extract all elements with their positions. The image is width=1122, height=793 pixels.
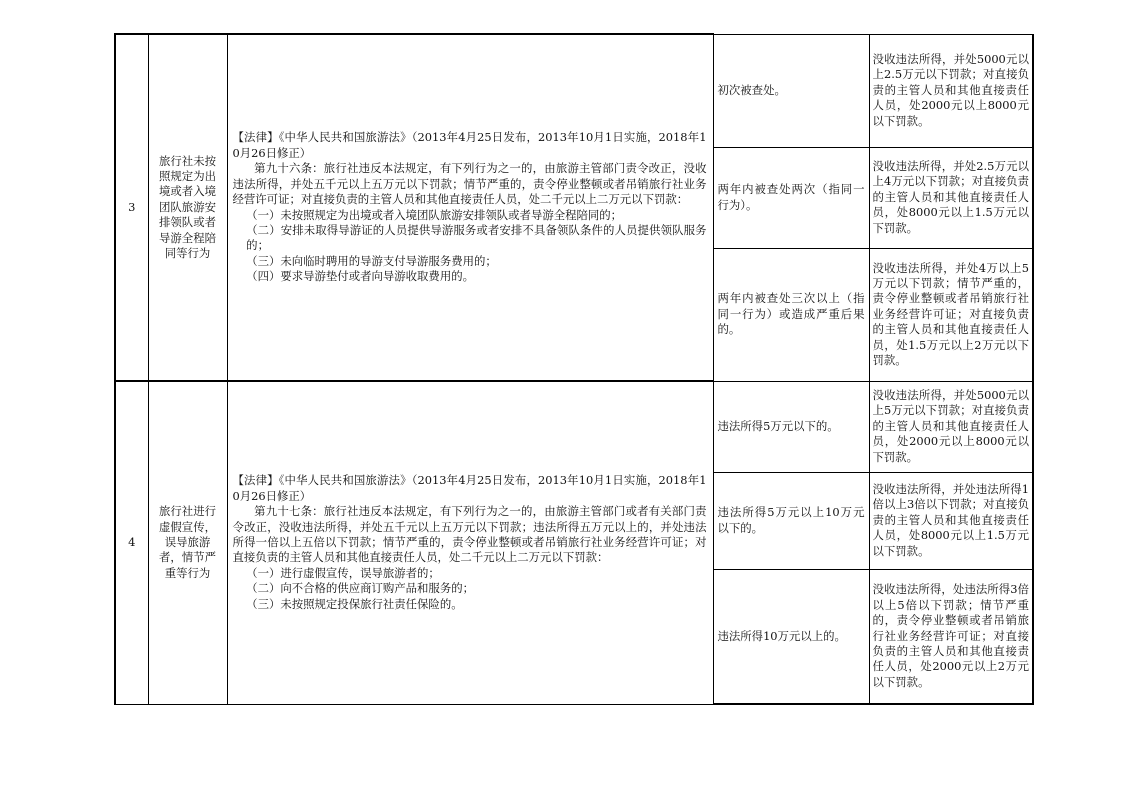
penalty-standard: 没收违法所得，并处5000元以上5万元以下罚款；对直接负责的主管人员和其他直接责任人员，处2000元以上8000元以下罚款。 bbox=[869, 381, 1033, 472]
law-citation: 【法律】《中华人民共和国旅游法》（2013年4月25日发布，2013年10月1日实施，2018年10月26日修正） bbox=[232, 130, 707, 160]
law-article: 第九十六条：旅行社违反本法规定，有下列行为之一的，由旅游主管部门责令改正，没收违法所得，并处五千元以上五万元以下罚款；情节严重的，责令停业整顿或者吊销旅行社业务经营许可证；对直接负责的主管人员和其他直接责任人员，处二千元以上二万元以下罚款： bbox=[232, 161, 707, 207]
violation-circumstance: 初次被查处。 bbox=[713, 34, 869, 147]
violation-description: 旅行社未按照规定为出境或者入境团队旅游安排领队或者导游全程陪同等行为 bbox=[148, 34, 227, 381]
penalty-standards-table bbox=[114, 33, 1034, 705]
law-item: （二）向不合格的供应商订购产品和服务的； bbox=[246, 581, 474, 596]
law-citation: 【法律】《中华人民共和国旅游法》（2013年4月25日发布，2013年10月1日实施，2018年10月26日修正） bbox=[232, 473, 707, 503]
violation-circumstance: 违法所得10万元以上的。 bbox=[713, 569, 869, 704]
law-item: （一）未按照规定为出境或者入境团队旅游安排领队或者导游全程陪同的； bbox=[246, 207, 623, 222]
violation-description: 旅行社进行虚假宣传，误导旅游者，情节严重等行为 bbox=[148, 381, 227, 704]
law-item: （三）未按照规定投保旅行社责任保险的。 bbox=[246, 596, 463, 611]
violation-circumstance: 违法所得5万元以下的。 bbox=[713, 381, 869, 472]
item-number: 4 bbox=[115, 381, 148, 704]
legal-basis bbox=[227, 381, 713, 704]
law-item: （三）未向临时聘用的导游支付导游服务费用的； bbox=[246, 253, 497, 268]
law-article: 第九十七条：旅行社违反本法规定，有下列行为之一的，由旅游主管部门或者有关部门责令改正，没收违法所得，并处五千元以上五万元以下罚款；违法所得五万元以上的，并处违法所得一倍以上五倍以下罚款；情节严重的，责令停业整顿或者吊销旅行社业务经营许可证；对直接负责的主管人员和其他直接责任人员，处二千元以上二万元以下罚款： bbox=[232, 504, 707, 565]
law-item: （四）要求导游垫付或者向导游收取费用的。 bbox=[246, 269, 474, 284]
violation-circumstance: 两年内被查处两次（指同一行为）。 bbox=[713, 147, 869, 248]
legal-basis bbox=[227, 34, 713, 381]
penalty-standard: 没收违法所得，处违法所得3倍以上5倍以下罚款；情节严重的，责令停业整顿或者吊销旅行社业务经营许可证；对直接负责的主管人员和其他直接责任人员，处2000元以上2万元以下罚款。 bbox=[869, 569, 1033, 704]
penalty-standard: 没收违法所得，并处违法所得1倍以上3倍以下罚款；对直接负责的主管人员和其他直接责任人员，处8000元以上1.5万元以下罚款。 bbox=[869, 472, 1033, 569]
law-item: （二）安排未取得导游证的人员提供导游服务或者安排不具备领队条件的人员提供领队服务的； bbox=[246, 222, 707, 253]
table-row bbox=[115, 34, 1033, 147]
penalty-standard: 没收违法所得，并处5000元以上2.5万元以下罚款；对直接负责的主管人员和其他直接责任人员，处2000元以上8000元以下罚款。 bbox=[869, 34, 1033, 147]
violation-circumstance: 违法所得5万元以上10万元以下的。 bbox=[713, 472, 869, 569]
violation-circumstance: 两年内被查处三次以上（指同一行为）或造成严重后果的。 bbox=[713, 248, 869, 381]
item-number: 3 bbox=[115, 34, 148, 381]
penalty-standard: 没收违法所得，并处4万以上5万元以下罚款；情节严重的，责令停业整顿或者吊销旅行社业务经营许可证；对直接负责的主管人员和其他直接责任人员，处1.5万元以上2万元以下罚款。 bbox=[869, 248, 1033, 381]
penalty-standard: 没收违法所得，并处2.5万元以上4万元以下罚款；对直接负责的主管人员和其他直接责任人员，处8000元以上1.5万元以下罚款。 bbox=[869, 147, 1033, 248]
table-row bbox=[115, 381, 1033, 472]
law-item: （一）进行虚假宣传，误导旅游者的； bbox=[246, 565, 440, 580]
